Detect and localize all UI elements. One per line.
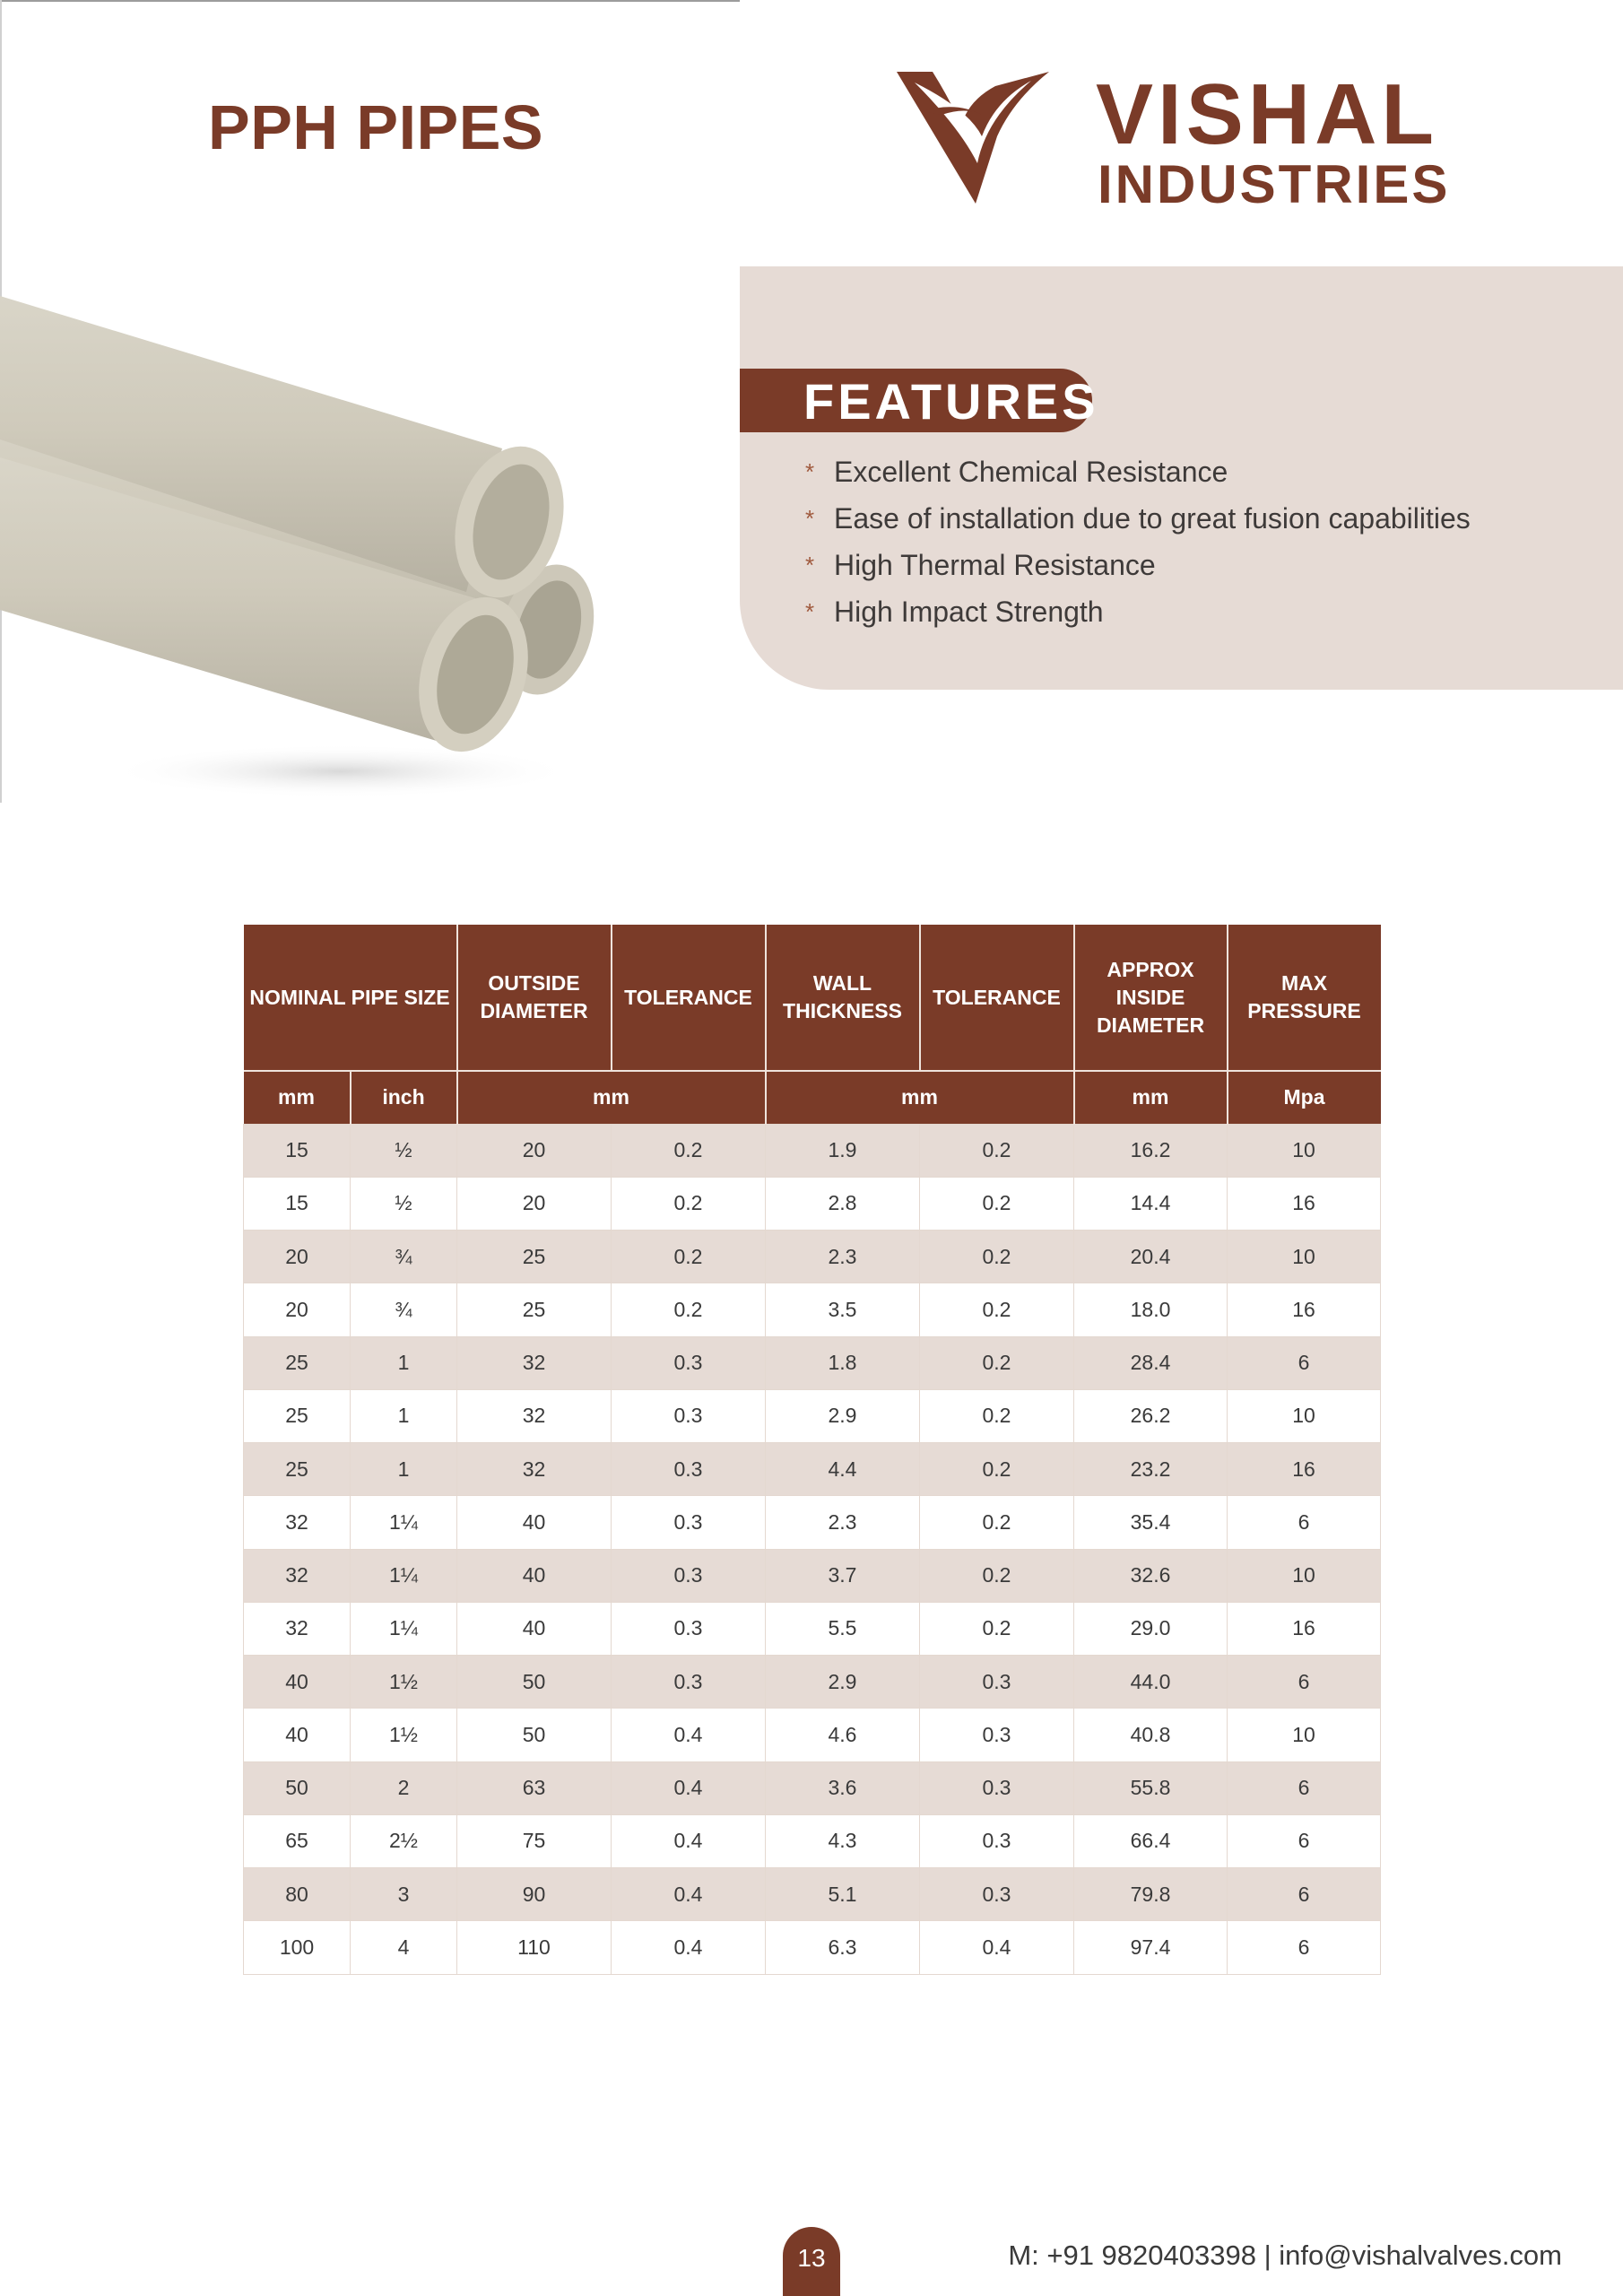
cell-inside-diameter: 23.2 bbox=[1074, 1443, 1228, 1496]
cell-nominal-mm: 65 bbox=[244, 1814, 351, 1867]
feature-item bbox=[805, 542, 1471, 588]
table-row bbox=[244, 1921, 1381, 1974]
cell-tolerance-od: 0.2 bbox=[612, 1124, 766, 1177]
star-icon: * bbox=[805, 551, 815, 578]
table-row bbox=[244, 1496, 1381, 1549]
cell-outside-diameter: 40 bbox=[457, 1496, 612, 1549]
cell-tolerance-od: 0.2 bbox=[612, 1177, 766, 1230]
header-inside-diameter: APPROX INSIDE DIAMETER bbox=[1074, 925, 1228, 1071]
cell-nominal-mm: 15 bbox=[244, 1177, 351, 1230]
cell-max-pressure: 10 bbox=[1228, 1389, 1381, 1442]
company-logo bbox=[897, 65, 1488, 217]
feature-text: Excellent Chemical Resistance bbox=[834, 455, 1228, 488]
cell-nominal-mm: 32 bbox=[244, 1602, 351, 1655]
cell-nominal-mm: 50 bbox=[244, 1761, 351, 1814]
cell-max-pressure: 6 bbox=[1228, 1496, 1381, 1549]
cell-tolerance-od: 0.3 bbox=[612, 1443, 766, 1496]
cell-inside-diameter: 66.4 bbox=[1074, 1814, 1228, 1867]
cell-nominal-inch: ¾ bbox=[351, 1283, 457, 1336]
cell-inside-diameter: 18.0 bbox=[1074, 1283, 1228, 1336]
cell-nominal-inch: 1 bbox=[351, 1389, 457, 1442]
cell-inside-diameter: 55.8 bbox=[1074, 1761, 1228, 1814]
table-row bbox=[244, 1231, 1381, 1283]
cell-nominal-mm: 25 bbox=[244, 1443, 351, 1496]
cell-nominal-inch: ½ bbox=[351, 1177, 457, 1230]
cell-tolerance-wall: 0.3 bbox=[920, 1656, 1074, 1709]
cell-wall-thickness: 2.3 bbox=[766, 1496, 920, 1549]
unit-mm: mm bbox=[244, 1071, 351, 1124]
cell-nominal-inch: 1¼ bbox=[351, 1602, 457, 1655]
table-row bbox=[244, 1549, 1381, 1602]
cell-tolerance-od: 0.4 bbox=[612, 1921, 766, 1974]
table-row bbox=[244, 1177, 1381, 1230]
cell-inside-diameter: 29.0 bbox=[1074, 1602, 1228, 1655]
cell-wall-thickness: 2.8 bbox=[766, 1177, 920, 1230]
unit-mpa: Mpa bbox=[1228, 1071, 1381, 1124]
cell-wall-thickness: 4.6 bbox=[766, 1709, 920, 1761]
cell-wall-thickness: 2.9 bbox=[766, 1389, 920, 1442]
cell-nominal-mm: 20 bbox=[244, 1231, 351, 1283]
cell-nominal-inch: 4 bbox=[351, 1921, 457, 1974]
cell-outside-diameter: 63 bbox=[457, 1761, 612, 1814]
cell-max-pressure: 10 bbox=[1228, 1124, 1381, 1177]
unit-inch: inch bbox=[351, 1071, 457, 1124]
cell-nominal-mm: 25 bbox=[244, 1336, 351, 1389]
cell-outside-diameter: 75 bbox=[457, 1814, 612, 1867]
features-heading: FEATURES bbox=[803, 373, 1099, 430]
header-tolerance-wall: TOLERANCE bbox=[920, 925, 1074, 1071]
cell-tolerance-wall: 0.2 bbox=[920, 1336, 1074, 1389]
cell-tolerance-od: 0.2 bbox=[612, 1283, 766, 1336]
cell-outside-diameter: 110 bbox=[457, 1921, 612, 1974]
table-unit-row bbox=[244, 1071, 1381, 1124]
cell-nominal-inch: 1 bbox=[351, 1443, 457, 1496]
cell-wall-thickness: 1.8 bbox=[766, 1336, 920, 1389]
table-row bbox=[244, 1283, 1381, 1336]
cell-tolerance-wall: 0.3 bbox=[920, 1814, 1074, 1867]
cell-outside-diameter: 32 bbox=[457, 1389, 612, 1442]
cell-inside-diameter: 97.4 bbox=[1074, 1921, 1228, 1974]
unit-mm-od: mm bbox=[457, 1071, 766, 1124]
cell-nominal-inch: 3 bbox=[351, 1868, 457, 1921]
star-icon: * bbox=[805, 457, 815, 485]
cell-max-pressure: 6 bbox=[1228, 1814, 1381, 1867]
cell-wall-thickness: 1.9 bbox=[766, 1124, 920, 1177]
brand-name: VISHAL bbox=[1096, 66, 1439, 162]
header-wall-thickness: WALL THICKNESS bbox=[766, 925, 920, 1071]
cell-outside-diameter: 50 bbox=[457, 1656, 612, 1709]
feature-item bbox=[805, 448, 1471, 495]
cell-tolerance-od: 0.4 bbox=[612, 1709, 766, 1761]
cell-tolerance-wall: 0.2 bbox=[920, 1549, 1074, 1602]
star-icon: * bbox=[805, 597, 815, 625]
cell-nominal-inch: 1 bbox=[351, 1336, 457, 1389]
cell-inside-diameter: 40.8 bbox=[1074, 1709, 1228, 1761]
header-tolerance-od: TOLERANCE bbox=[612, 925, 766, 1071]
unit-mm-id: mm bbox=[1074, 1071, 1228, 1124]
cell-tolerance-wall: 0.2 bbox=[920, 1389, 1074, 1442]
cell-max-pressure: 16 bbox=[1228, 1602, 1381, 1655]
cell-nominal-mm: 32 bbox=[244, 1496, 351, 1549]
cell-tolerance-wall: 0.2 bbox=[920, 1231, 1074, 1283]
cell-max-pressure: 6 bbox=[1228, 1868, 1381, 1921]
cell-outside-diameter: 20 bbox=[457, 1124, 612, 1177]
cell-max-pressure: 6 bbox=[1228, 1921, 1381, 1974]
cell-max-pressure: 16 bbox=[1228, 1283, 1381, 1336]
cell-max-pressure: 10 bbox=[1228, 1709, 1381, 1761]
star-icon: * bbox=[805, 504, 815, 532]
cell-inside-diameter: 26.2 bbox=[1074, 1389, 1228, 1442]
unit-mm-wall: mm bbox=[766, 1071, 1074, 1124]
cell-tolerance-od: 0.2 bbox=[612, 1231, 766, 1283]
cell-nominal-mm: 15 bbox=[244, 1124, 351, 1177]
table-row bbox=[244, 1389, 1381, 1442]
cell-tolerance-wall: 0.2 bbox=[920, 1602, 1074, 1655]
cell-nominal-mm: 100 bbox=[244, 1921, 351, 1974]
cell-nominal-mm: 20 bbox=[244, 1283, 351, 1336]
cell-nominal-inch: 1¼ bbox=[351, 1496, 457, 1549]
cell-nominal-inch: 1½ bbox=[351, 1656, 457, 1709]
cell-inside-diameter: 79.8 bbox=[1074, 1868, 1228, 1921]
cell-max-pressure: 6 bbox=[1228, 1336, 1381, 1389]
cell-inside-diameter: 35.4 bbox=[1074, 1496, 1228, 1549]
table-row bbox=[244, 1761, 1381, 1814]
pph-pipes-photo bbox=[0, 287, 610, 807]
cell-nominal-inch: 2½ bbox=[351, 1814, 457, 1867]
cell-tolerance-wall: 0.2 bbox=[920, 1283, 1074, 1336]
cell-inside-diameter: 28.4 bbox=[1074, 1336, 1228, 1389]
contact-info: M: +91 9820403398 | info@vishalvalves.com bbox=[1008, 2239, 1562, 2271]
cell-wall-thickness: 3.6 bbox=[766, 1761, 920, 1814]
cell-wall-thickness: 6.3 bbox=[766, 1921, 920, 1974]
cell-nominal-mm: 25 bbox=[244, 1389, 351, 1442]
cell-wall-thickness: 3.7 bbox=[766, 1549, 920, 1602]
cell-max-pressure: 16 bbox=[1228, 1443, 1381, 1496]
cell-outside-diameter: 50 bbox=[457, 1709, 612, 1761]
top-divider bbox=[0, 0, 740, 2]
cell-tolerance-od: 0.4 bbox=[612, 1868, 766, 1921]
cell-tolerance-od: 0.3 bbox=[612, 1496, 766, 1549]
cell-nominal-inch: ¾ bbox=[351, 1231, 457, 1283]
table-body bbox=[244, 1124, 1381, 1974]
cell-outside-diameter: 25 bbox=[457, 1283, 612, 1336]
brand-subtitle: INDUSTRIES bbox=[1098, 154, 1451, 214]
cell-wall-thickness: 3.5 bbox=[766, 1283, 920, 1336]
cell-outside-diameter: 32 bbox=[457, 1336, 612, 1389]
cell-wall-thickness: 2.9 bbox=[766, 1656, 920, 1709]
cell-wall-thickness: 4.4 bbox=[766, 1443, 920, 1496]
cell-outside-diameter: 40 bbox=[457, 1549, 612, 1602]
cell-nominal-inch: 1¼ bbox=[351, 1549, 457, 1602]
cell-outside-diameter: 25 bbox=[457, 1231, 612, 1283]
cell-max-pressure: 6 bbox=[1228, 1761, 1381, 1814]
cell-tolerance-od: 0.4 bbox=[612, 1814, 766, 1867]
cell-nominal-inch: 2 bbox=[351, 1761, 457, 1814]
cell-tolerance-wall: 0.3 bbox=[920, 1761, 1074, 1814]
cell-tolerance-od: 0.3 bbox=[612, 1602, 766, 1655]
cell-inside-diameter: 16.2 bbox=[1074, 1124, 1228, 1177]
pipe-spec-table bbox=[243, 925, 1381, 1975]
cell-nominal-mm: 80 bbox=[244, 1868, 351, 1921]
header-max-pressure: MAX PRESSURE bbox=[1228, 925, 1381, 1071]
v-swoosh-logo-icon bbox=[897, 65, 1049, 208]
cell-nominal-inch: 1½ bbox=[351, 1709, 457, 1761]
cell-tolerance-wall: 0.3 bbox=[920, 1709, 1074, 1761]
cell-tolerance-od: 0.3 bbox=[612, 1656, 766, 1709]
cell-tolerance-od: 0.3 bbox=[612, 1549, 766, 1602]
feature-text: High Thermal Resistance bbox=[834, 548, 1156, 581]
cell-tolerance-wall: 0.3 bbox=[920, 1868, 1074, 1921]
cell-inside-diameter: 32.6 bbox=[1074, 1549, 1228, 1602]
page-number: 13 bbox=[783, 2227, 840, 2296]
cell-inside-diameter: 14.4 bbox=[1074, 1177, 1228, 1230]
cell-tolerance-od: 0.3 bbox=[612, 1389, 766, 1442]
cell-wall-thickness: 4.3 bbox=[766, 1814, 920, 1867]
feature-item bbox=[805, 588, 1471, 635]
feature-text: High Impact Strength bbox=[834, 595, 1104, 628]
cell-tolerance-od: 0.3 bbox=[612, 1336, 766, 1389]
cell-tolerance-od: 0.4 bbox=[612, 1761, 766, 1814]
cell-tolerance-wall: 0.2 bbox=[920, 1177, 1074, 1230]
table-row bbox=[244, 1336, 1381, 1389]
cell-wall-thickness: 5.5 bbox=[766, 1602, 920, 1655]
table-row bbox=[244, 1868, 1381, 1921]
cell-nominal-mm: 40 bbox=[244, 1709, 351, 1761]
features-list bbox=[805, 448, 1471, 635]
header-outside-diameter: OUTSIDE DIAMETER bbox=[457, 925, 612, 1071]
cell-max-pressure: 16 bbox=[1228, 1177, 1381, 1230]
feature-item bbox=[805, 495, 1471, 542]
cell-inside-diameter: 20.4 bbox=[1074, 1231, 1228, 1283]
cell-nominal-mm: 32 bbox=[244, 1549, 351, 1602]
cell-inside-diameter: 44.0 bbox=[1074, 1656, 1228, 1709]
cell-max-pressure: 10 bbox=[1228, 1231, 1381, 1283]
cell-wall-thickness: 5.1 bbox=[766, 1868, 920, 1921]
cell-outside-diameter: 20 bbox=[457, 1177, 612, 1230]
cell-outside-diameter: 40 bbox=[457, 1602, 612, 1655]
feature-text: Ease of installation due to great fusion capabilities bbox=[834, 501, 1471, 535]
cell-max-pressure: 10 bbox=[1228, 1549, 1381, 1602]
header-nominal-pipe-size: NOMINAL PIPE SIZE bbox=[244, 925, 457, 1071]
page-title: PPH PIPES bbox=[208, 92, 544, 162]
cell-outside-diameter: 90 bbox=[457, 1868, 612, 1921]
table-row bbox=[244, 1814, 1381, 1867]
table-row bbox=[244, 1124, 1381, 1177]
cell-tolerance-wall: 0.2 bbox=[920, 1443, 1074, 1496]
table-row bbox=[244, 1443, 1381, 1496]
table-row bbox=[244, 1709, 1381, 1761]
cell-max-pressure: 6 bbox=[1228, 1656, 1381, 1709]
cell-outside-diameter: 32 bbox=[457, 1443, 612, 1496]
cell-tolerance-wall: 0.4 bbox=[920, 1921, 1074, 1974]
cell-tolerance-wall: 0.2 bbox=[920, 1496, 1074, 1549]
cell-tolerance-wall: 0.2 bbox=[920, 1124, 1074, 1177]
cell-nominal-mm: 40 bbox=[244, 1656, 351, 1709]
table-row bbox=[244, 1656, 1381, 1709]
table-row bbox=[244, 1602, 1381, 1655]
cell-nominal-inch: ½ bbox=[351, 1124, 457, 1177]
cell-wall-thickness: 2.3 bbox=[766, 1231, 920, 1283]
table-header-row bbox=[244, 925, 1381, 1071]
